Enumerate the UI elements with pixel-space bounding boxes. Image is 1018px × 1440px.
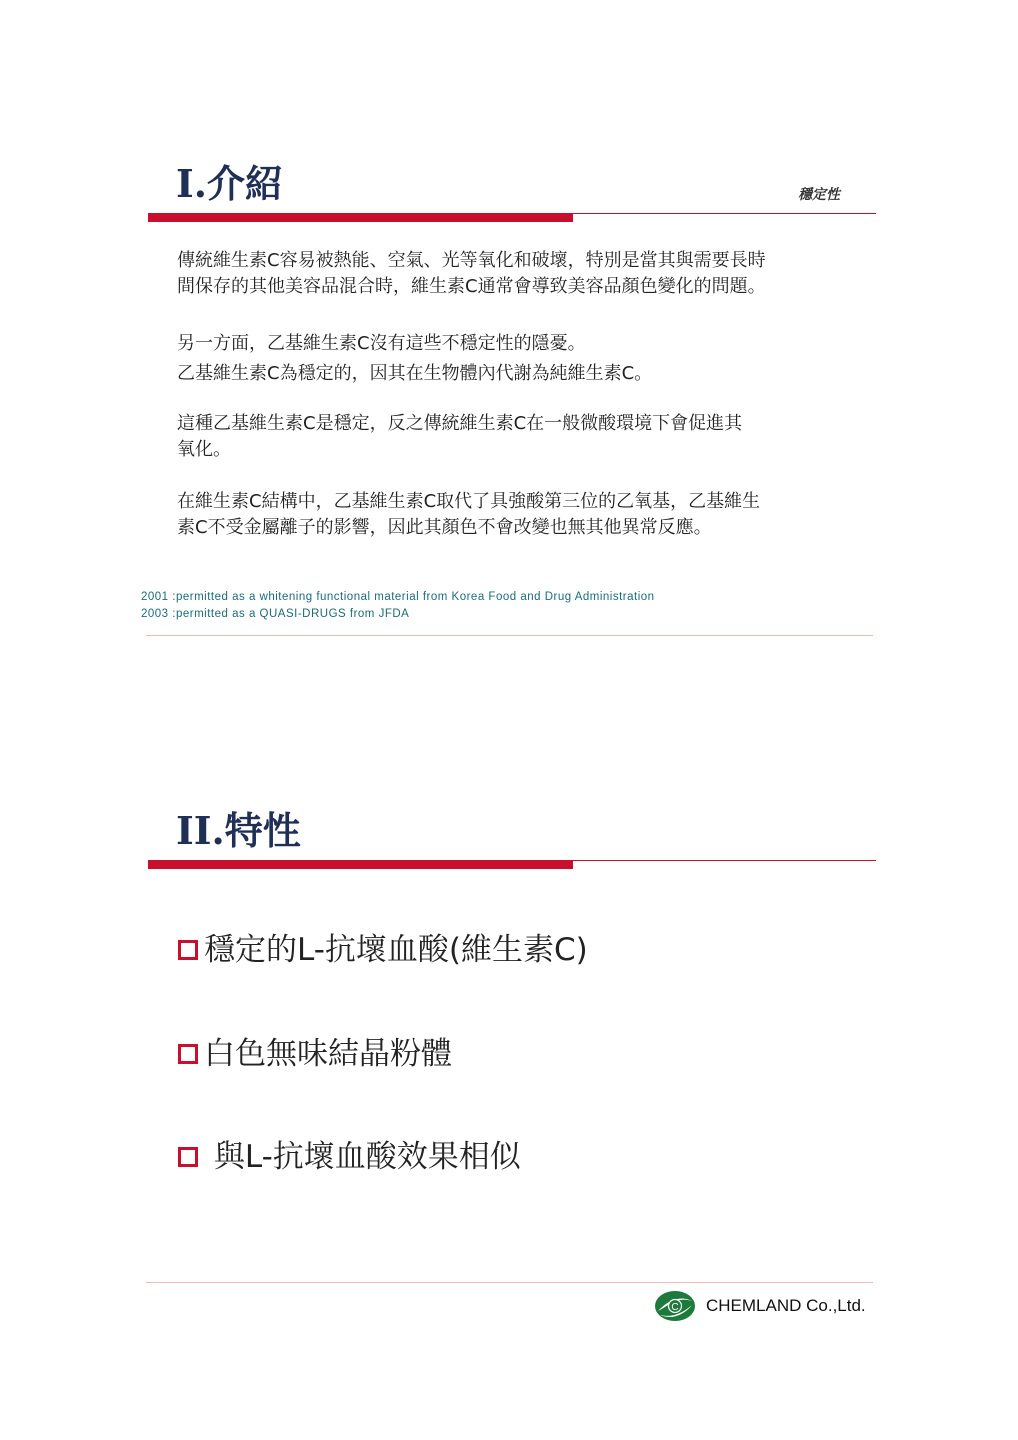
feature-bullet-1 — [178, 930, 588, 970]
checkbox-icon — [178, 1147, 198, 1167]
feature-bullet-1-text: 穩定的L-抗壞血酸(維生素C) — [204, 932, 588, 968]
paragraph-3 — [177, 411, 877, 463]
section-1-tag: 穩定性 — [798, 187, 840, 203]
paragraph-4-line-2: 素C不受金屬離子的影響，因此其顏色不會改變也無其他異常反應。 — [177, 517, 712, 538]
paragraph-2-line-2: 乙基維生素C為穩定的，因其在生物體內代謝為純維生素C。 — [177, 363, 653, 384]
section-1-rule-thick — [148, 214, 573, 222]
paragraph-2 — [177, 331, 877, 387]
checkbox-icon — [178, 940, 198, 960]
paragraph-1-line-1: 傳統維生素C容易被熱能、空氣、光等氧化和破壞，特別是當其與需要長時 — [177, 250, 766, 271]
paragraph-1 — [177, 248, 877, 300]
paragraph-1-line-2: 間保存的其他美容品混合時，維生素C通常會導致美容品顏色變化的問題。 — [177, 276, 766, 297]
feature-bullet-3-text: 與L-抗壞血酸效果相似 — [204, 1139, 521, 1175]
chemland-logo-icon — [654, 1289, 696, 1323]
section-1-bottom-rule — [146, 635, 873, 636]
section-2-rule-thick — [148, 861, 573, 869]
paragraph-2-line-1: 另一方面，乙基維生素C沒有這些不穩定性的隱憂。 — [177, 333, 586, 354]
feature-bullet-2-text: 白色無味結晶粉體 — [204, 1036, 452, 1072]
footnote-2003: 2003 :permitted as a QUASI-DRUGS from JFDA — [141, 608, 410, 620]
footnote-2001: 2001 :permitted as a whitening functional material from Korea Food and Drug Administration — [141, 591, 655, 603]
feature-bullet-2 — [178, 1034, 452, 1074]
paragraph-3-line-2: 氧化。 — [177, 439, 231, 460]
footer-rule — [146, 1282, 873, 1283]
footer-logo — [654, 1289, 866, 1323]
feature-bullet-3 — [178, 1137, 521, 1177]
paragraph-4-line-1: 在維生素C結構中，乙基維生素C取代了具強酸第三位的乙氧基，乙基維生 — [177, 491, 761, 512]
logo-letter: C — [671, 1302, 679, 1313]
section-1-title: I.介紹 — [176, 161, 284, 206]
checkbox-icon — [178, 1044, 198, 1064]
company-name: CHEMLAND Co.,Ltd. — [706, 1296, 866, 1315]
paragraph-4 — [177, 489, 877, 541]
section-2-title: II.特性 — [176, 808, 301, 853]
paragraph-3-line-1: 這種乙基維生素C是穩定，反之傳統維生素C在一般微酸環境下會促進其 — [177, 413, 743, 434]
